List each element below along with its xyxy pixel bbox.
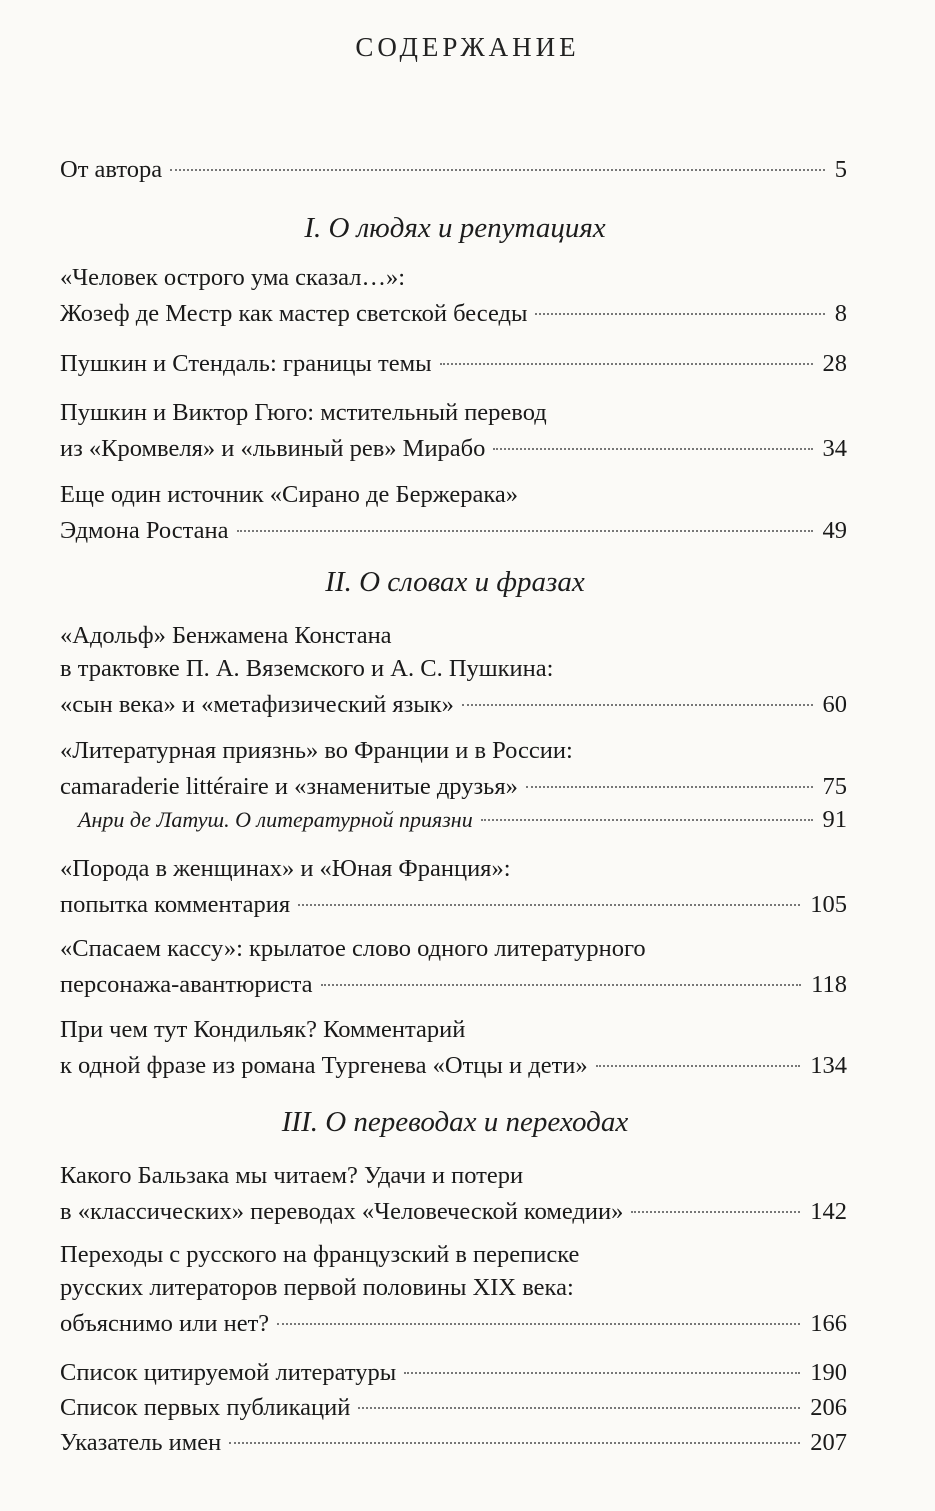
page-number: 118 [811,970,847,998]
toc-entry[interactable] [60,261,847,330]
toc-entry-text: Переходы с русского на французский в переписке [60,1241,580,1268]
toc-entry[interactable] [60,1238,847,1340]
leader-dots [170,144,825,171]
toc-entry[interactable] [60,852,847,921]
toc-entry-text: «Человек острого ума сказал…»: [60,264,405,291]
page-number: 105 [810,890,847,918]
toc-subentry[interactable] [78,803,847,836]
page-number: 34 [822,434,847,462]
toc-entry-text: к одной фразе из романа Тургенева «Отцы и дети» [60,1051,588,1079]
section-heading: II. О словах и фразах [325,566,585,598]
leader-dots [358,1382,800,1409]
leader-dots [493,423,812,450]
leader-dots [631,1186,800,1213]
page-number: 60 [822,690,847,718]
leader-dots [404,1347,800,1374]
toc-entry-text: Пушкин и Стендаль: границы темы [60,349,432,377]
leader-dots [298,879,800,906]
page-number: 75 [822,772,847,800]
leader-dots [229,1417,800,1444]
toc-entry-text: Анри де Латуш. О литературной приязни [78,807,473,832]
page-number: 8 [834,299,847,327]
leader-dots [526,761,813,788]
toc-entry-text: Еще один источник «Сирано де Бержерака» [60,481,518,508]
toc-entry-text: попытка комментария [60,890,291,918]
leader-dots [462,679,813,706]
toc-entry-text: персонажа-авантюриста [60,970,313,998]
toc-entry[interactable] [60,1159,847,1228]
toc-entry[interactable] [60,619,847,721]
page-number: 190 [810,1358,847,1386]
page-number: 166 [810,1309,847,1337]
toc-entry-intro[interactable] [60,150,847,186]
leader-dots [440,338,813,365]
toc-entry[interactable] [60,932,847,1001]
section-heading: I. О людях и репутациях [304,212,606,244]
toc-entry-text: Список первых публикаций [60,1393,351,1421]
toc-entry-index[interactable] [60,1423,847,1459]
toc-entry-text: «Спасаем кассу»: крылатое слово одного литературного [60,935,646,962]
toc-entry-text: При чем тут Кондильяк? Комментарий [60,1016,466,1043]
toc-entry-text: От автора [60,155,163,183]
page-number: 142 [810,1197,847,1225]
page-number: 134 [810,1051,847,1079]
toc-entry-text: «Порода в женщинах» и «Юная Франция»: [60,855,511,882]
toc-entry[interactable] [60,478,847,547]
toc-entry[interactable] [60,734,847,803]
toc-entry[interactable] [60,396,847,465]
page-number: 91 [822,806,847,833]
toc-entry-text: Пушкин и Виктор Гюго: мстительный перевод [60,399,547,426]
toc-entry-text: русских литераторов первой половины XIX века: [60,1274,574,1301]
toc-entry-text: «Литературная приязнь» во Франции и в России: [60,737,573,764]
toc-entry-text: Жозеф де Местр как мастер светской беседы [60,299,528,327]
toc-entry-text: Список цитируемой литературы [60,1358,397,1386]
toc-entry[interactable] [60,1013,847,1082]
toc-entry-text: Указатель имен [60,1428,222,1456]
section-heading: III. О переводах и переходах [281,1106,629,1138]
toc-entry-text: «Адольф» Бенжамена Констана [60,622,392,649]
toc-entry-text: в трактовке П. А. Вяземского и А. С. Пушкина: [60,655,554,682]
leader-dots [277,1298,800,1325]
toc-entry-text: «сын века» и «метафизический язык» [60,690,454,718]
toc-entry-text: camaraderie littéraire и «знаменитые друзья» [60,772,518,800]
toc-entry-text: из «Кромвеля» и «львиный рев» Мирабо [60,434,486,462]
leader-dots [321,959,802,986]
leader-dots [237,505,813,532]
toc-entry-text: объяснимо или нет? [60,1309,270,1337]
page-number: 49 [822,516,847,544]
toc-entry-text: Какого Бальзака мы читаем? Удачи и потери [60,1162,524,1189]
leader-dots [596,1040,801,1067]
page-number: 207 [810,1428,847,1456]
page-number: 206 [810,1393,847,1421]
page-number: 5 [834,155,847,183]
leader-dots [535,288,824,315]
toc-entry-text: Эдмона Ростана [60,516,229,544]
page-number: 28 [822,349,847,377]
toc-entry-text: в «классических» переводах «Человеческой комедии» [60,1197,624,1225]
leader-dots [481,797,813,821]
toc-entry[interactable] [60,344,847,380]
page-title: СОДЕРЖАНИЕ [355,32,580,62]
